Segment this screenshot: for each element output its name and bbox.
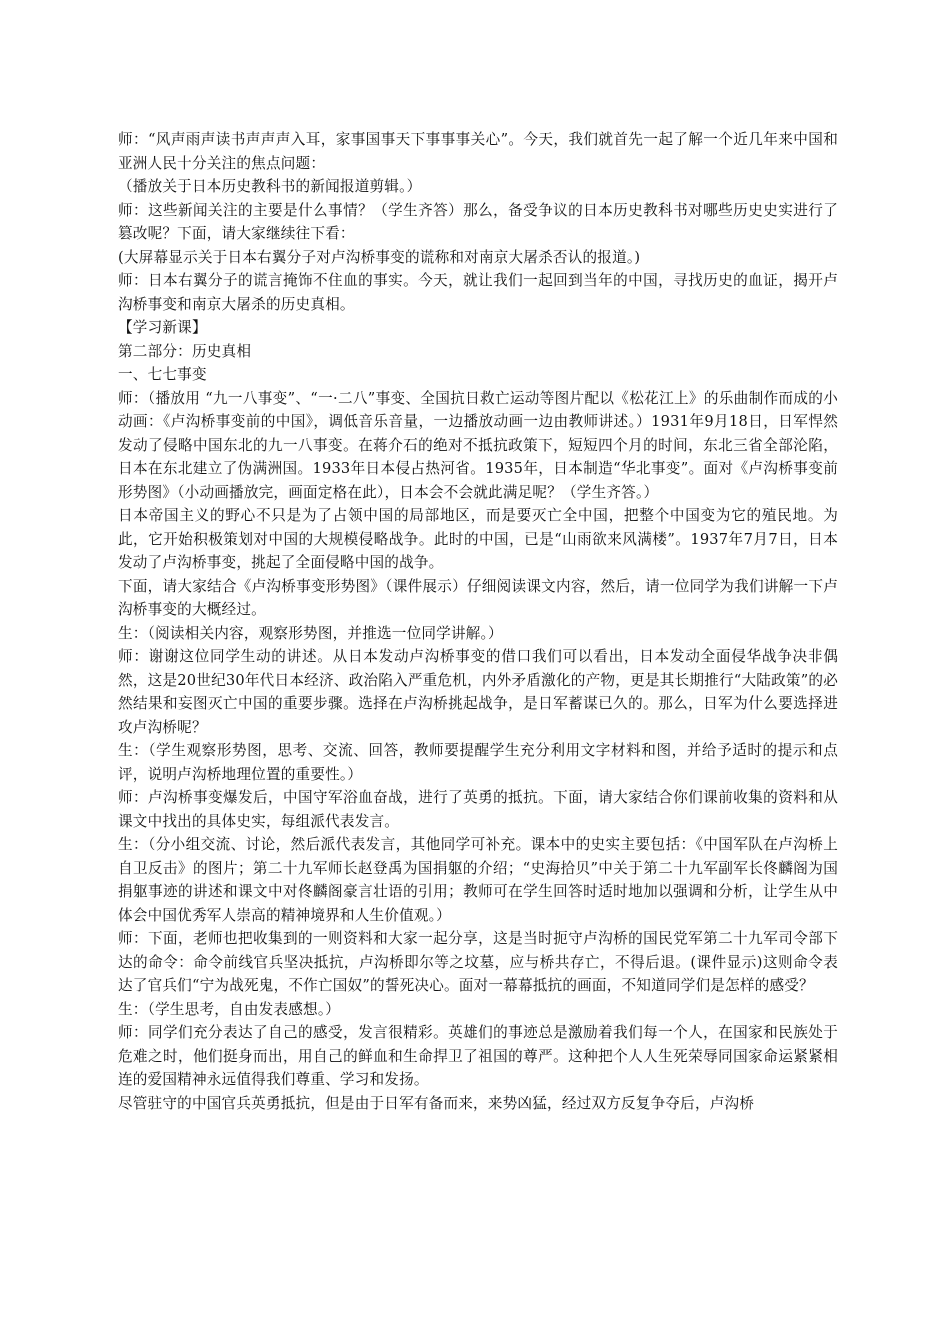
paragraph: 日本帝国主义的野心不只是为了占领中国的局部地区，而是要灭亡全中国，把整个中国变为它的殖民地。为此，它开始积极策划对中国的大规模侵略战争。此时的中国，已是“山雨欲来风满楼”。1937年7月7日，日本发动了卢沟桥事变，挑起了全面侵略中国的战争。 bbox=[118, 507, 838, 571]
document-body bbox=[118, 128, 838, 1115]
paragraph: （播放关于日本历史教科书的新闻报道剪辑。） bbox=[118, 178, 422, 195]
paragraph: 师：卢沟桥事变爆发后，中国守军浴血奋战，进行了英勇的抵抗。下面，请大家结合你们课前收集的资料和从课文中找出的具体史实，每组派代表发言。 bbox=[118, 789, 838, 830]
paragraph: 下面，请大家结合《卢沟桥事变形势图》（课件展示）仔细阅读课文内容，然后，请一位同学为我们讲解一下卢沟桥事变的大概经过。 bbox=[118, 577, 838, 618]
paragraph: (大屏幕显示关于日本右翼分子对卢沟桥事变的谎称和对南京大屠杀否认的报道。) bbox=[118, 248, 641, 266]
paragraph: 生：（阅读相关内容，观察形势图，并推选一位同学讲解。） bbox=[118, 624, 503, 642]
paragraph: 师：这些新闻关注的主要是什么事情？（学生齐答）那么，备受争议的日本历史教科书对哪些历史史实进行了篡改呢？下面，请大家继续往下看： bbox=[118, 201, 838, 242]
section-heading: 【学习新课】 bbox=[118, 319, 207, 336]
paragraph: 生：（分小组交流、讨论，然后派代表发言，其他同学可补充。课本中的史实主要包括：《中国军队在卢沟桥上自卫反击》的图片；第二十九军师长赵登禹为国捐躯的介绍；“史海拾贝”中关于第二十九军副军长佟麟阁为国捐躯事迹的讲述和课文中对佟麟阁豪言壮语的引用；教师可在学生回答时适时地加以强调和分析，让学生从中体会中国优秀军人崇高的精神境界和人生价值观。） bbox=[118, 836, 838, 924]
part-heading: 第二部分：历史真相 bbox=[118, 342, 252, 360]
paragraph: 生：（学生思考，自由发表感想。） bbox=[118, 1000, 341, 1018]
paragraph: 生：（学生观察形势图，思考、交流、回答，教师要提醒学生充分利用文字材料和图，并给予适时的提示和点评，说明卢沟桥地理位置的重要性。） bbox=[118, 742, 838, 783]
paragraph: 师：同学们充分表达了自己的感受，发言很精彩。英雄们的事迹总是激励着我们每一个人，在国家和民族处于危难之时，他们挺身而出，用自己的鲜血和生命捍卫了祖国的尊严。这种把个人人生死荣辱同国家命运紧紧相连的爱国精神永远值得我们尊重、学习和发扬。 bbox=[118, 1024, 838, 1088]
paragraph: 师：“风声雨声读书声声声入耳，家事国事天下事事事关心”。今天，我们就首先一起了解一个近几年来中国和亚洲人民十分关注的焦点问题： bbox=[118, 131, 838, 172]
paragraph: 尽管驻守的中国官兵英勇抵抗，但是由于日军有备而来，来势凶猛，经过双方反复争夺后，卢沟桥 bbox=[118, 1094, 755, 1112]
subsection-heading: 一、七七事变 bbox=[118, 366, 207, 383]
paragraph: 师：谢谢这位同学生动的讲述。从日本发动卢沟桥事变的借口我们可以看出，日本发动全面侵华战争决非偶然，这是20世纪30年代日本经济、政治陷入严重危机，内外矛盾激化的产物，更是其长期推行“大陆政策”的必然结果和妄图灭亡中国的重要步骤。选择在卢沟桥挑起战争，是日军蓄谋已久的。那么，日军为什么要选择进攻卢沟桥呢？ bbox=[118, 648, 838, 736]
paragraph: 师：下面，老师也把收集到的一则资料和大家一起分享，这是当时扼守卢沟桥的国民党军第二十九军司令部下达的命令：命令前线官兵坚决抵抗，卢沟桥即尔等之坟墓，应与桥共存亡，不得后退。(课件显示)这则命令表达了官兵们“宁为战死鬼，不作亡国奴”的誓死决心。面对一幕幕抵抗的画面，不知道同学们是怎样的感受？ bbox=[118, 930, 838, 994]
paragraph: 师：（播放用 “九一八事变”、“一·二八”事变、全国抗日救亡运动等图片配以《松花江上》的乐曲制作而成的小动画：《卢沟桥事变前的中国》，调低音乐音量，一边播放动画一边由教师讲述。）1931年9月18日，日军悍然发动了侵略中国东北的九一八事变。在蒋介石的绝对不抵抗政策下，短短四个月的时间，东北三省全部沦陷，日本在东北建立了伪满洲国。1933年日本侵占热河省。1935年，日本制造“华北事变”。面对《卢沟桥事变前形势图》（小动画播放完，画面定格在此），日本会不会就此满足呢？（学生齐答。） bbox=[118, 389, 838, 501]
paragraph: 师：日本右翼分子的谎言掩饰不住血的事实。今天，就让我们一起回到当年的中国，寻找历史的血证，揭开卢沟桥事变和南京大屠杀的历史真相。 bbox=[118, 272, 838, 313]
